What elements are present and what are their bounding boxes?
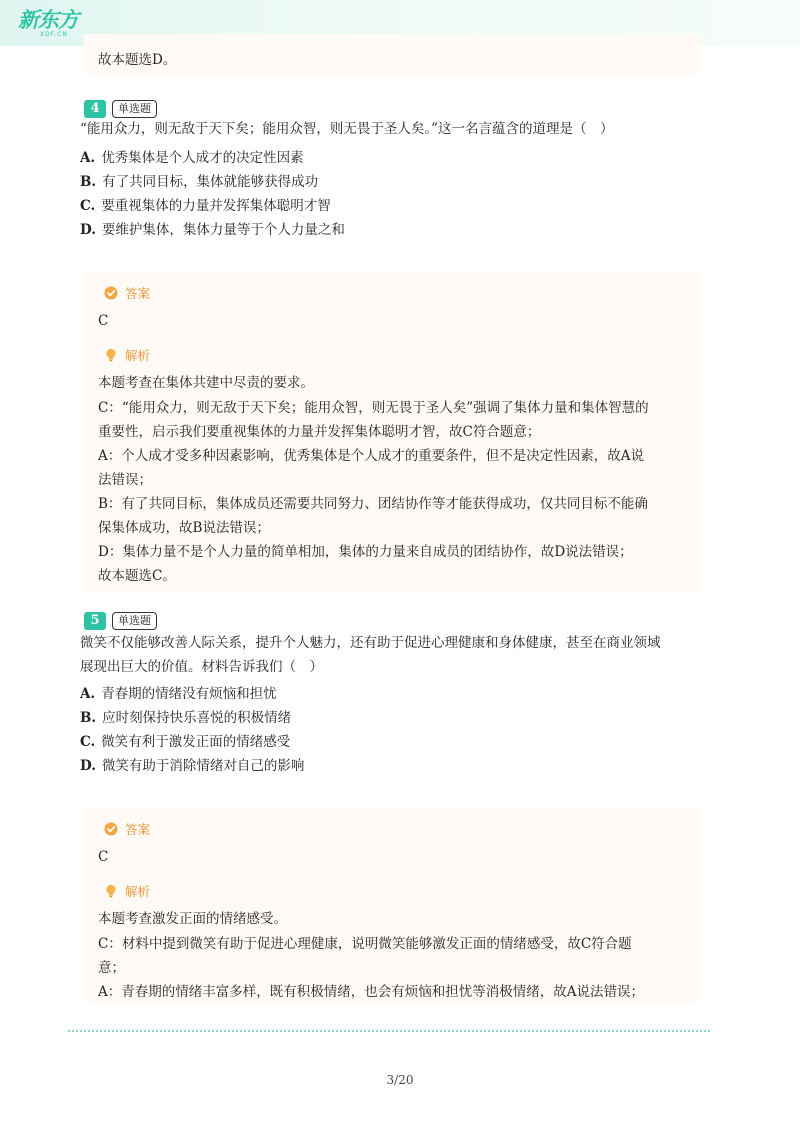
analysis-line: C：材料中提到微笑有助于促进心理健康，说明微笑能够激发正面的情绪感受，故C符合题 [98,936,632,952]
analysis-line: B：有了共同目标，集体成员还需要共同努力、团结协作等才能获得成功，仅共同目标不能确 [98,496,648,512]
analysis-line: C：“能用众力，则无敌于天下矣；能用众智，则无畏于圣人矣”强调了集体力量和集体智慧的 [98,400,649,416]
answer-label-text: 答案 [125,822,151,837]
option-letter: D. [80,758,96,774]
analysis-line: 重要性，启示我们要重视集体的力量并发挥集体聪明才智，故C符合题意； [98,424,541,440]
page-number: 3/20 [386,1073,414,1087]
analysis-line: A：个人成才受多种因素影响，优秀集体是个人成才的重要条件，但不是决定性因素，故A说 [98,448,644,464]
option-letter: A. [80,150,96,166]
analysis-line: D：集体力量不是个人力量的简单相加，集体的力量来自成员的团结协作，故D说法错误； [98,544,633,560]
option-b[interactable] [80,172,318,192]
page-divider [68,1030,710,1032]
logo-text: 新东方 [18,8,78,32]
logo-subtext: XDF.CN [40,31,68,38]
option-c[interactable] [80,732,290,752]
analysis-label [104,882,150,900]
question-stem: 展现出巨大的价值。材料告诉我们（ ） [80,659,323,675]
option-letter: A. [80,686,96,702]
answer-value: C [98,313,109,329]
option-b[interactable] [80,708,291,728]
option-text: 有了共同目标，集体就能够获得成功 [102,174,319,190]
option-c[interactable] [80,196,331,216]
analysis-line: 意； [98,960,125,976]
question-stem: 微笑不仅能够改善人际关系，提升个人魅力，还有助于促进心理健康和身体健康，甚至在商业领域 [80,635,661,651]
option-text: 优秀集体是个人成才的决定性因素 [101,150,304,166]
analysis-line: 本题考查在集体共建中尽责的要求。 [98,375,314,391]
lightbulb-icon [104,348,118,362]
question-stem: “能用众力，则无敌于天下矣；能用众智，则无畏于圣人矣。”这一名言蕴含的道理是（ ） [80,121,614,137]
option-text: 微笑有助于消除情绪对自己的影响 [101,758,305,774]
option-a[interactable] [80,684,277,704]
question-type-badge: 单选题 [112,612,157,630]
option-a[interactable] [80,148,304,168]
answer-label [104,284,150,302]
option-text: 要维护集体，集体力量等于个人力量之和 [101,222,345,238]
analysis-line: 本题考查激发正面的情绪感受。 [98,911,287,927]
question-type-badge: 单选题 [112,100,157,118]
option-d[interactable] [80,756,304,776]
lightbulb-icon [104,884,118,898]
answer-value: C [98,849,109,865]
answer-panel [84,808,700,1006]
option-text: 要重视集体的力量并发挥集体聪明才智 [101,198,331,214]
option-letter: C. [80,734,96,750]
analysis-line: 保集体成功，故B说法错误； [98,520,270,536]
option-text: 应时刻保持快乐喜悦的积极情绪 [102,710,292,726]
analysis-line: A：青春期的情绪丰富多样，既有积极情绪，也会有烦恼和担忧等消极情绪，故A说法错误； [98,984,644,1000]
analysis-label-text: 解析 [125,884,151,899]
previous-analysis-panel [84,34,700,78]
option-letter: B. [80,710,97,726]
option-text: 微笑有利于激发正面的情绪感受 [101,734,291,750]
option-letter: B. [80,174,97,190]
option-text: 青春期的情绪没有烦恼和担忧 [101,686,277,702]
previous-analysis-tail: 故本题选D。 [98,52,177,68]
question-number: 5 [84,612,106,630]
analysis-label [104,346,150,364]
question-number: 4 [84,100,106,118]
check-badge-icon [104,286,118,300]
option-letter: C. [80,198,96,214]
analysis-line: 故本题选C。 [98,568,176,584]
analysis-line: 法错误； [98,472,152,488]
check-badge-icon [104,822,118,836]
option-letter: D. [80,222,96,238]
answer-label-text: 答案 [125,286,151,301]
analysis-label-text: 解析 [125,348,151,363]
option-d[interactable] [80,220,345,240]
answer-label [104,820,150,838]
